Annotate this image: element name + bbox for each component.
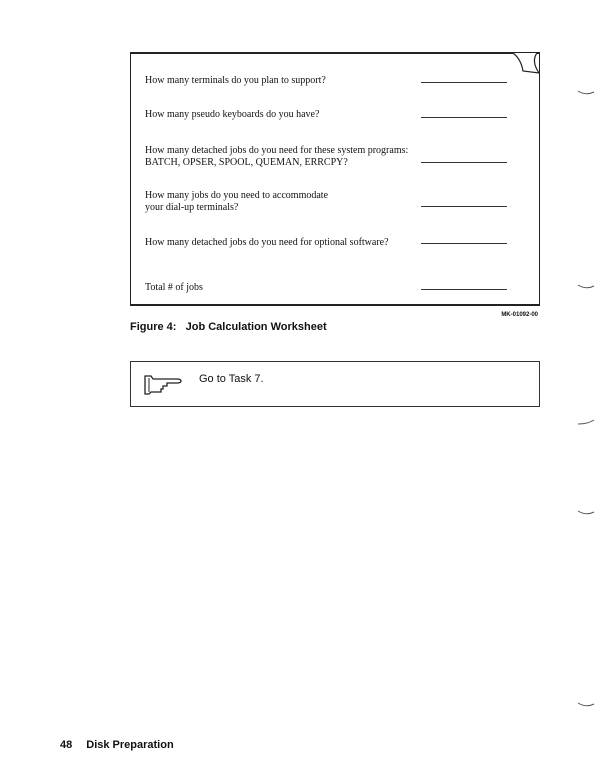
binding-mark <box>576 700 596 710</box>
binding-mark <box>576 88 596 98</box>
question-line: How many jobs do you need to accommodate <box>145 190 329 201</box>
binding-mark <box>576 282 596 292</box>
total-jobs-label: Total # of jobs <box>145 282 203 293</box>
answer-blank-dial-up[interactable] <box>421 206 507 207</box>
answer-blank-terminals[interactable] <box>421 82 507 83</box>
page-footer <box>60 739 188 751</box>
pointing-hand-icon <box>143 372 187 396</box>
binding-mark <box>576 418 596 428</box>
answer-blank-optional-software[interactable] <box>421 243 507 244</box>
note-box <box>130 361 540 407</box>
question-terminals: How many terminals do you plan to support? <box>145 75 326 86</box>
answer-blank-pseudo-keyboards[interactable] <box>421 117 507 118</box>
question-line: How many detached jobs do you need for these system programs: <box>145 145 409 156</box>
page-number: 48 <box>60 739 73 751</box>
question-system-programs <box>145 145 408 169</box>
question-dial-up <box>145 190 328 214</box>
page-curl-icon <box>511 51 541 75</box>
figure-caption: Figure 4: Job Calculation Worksheet <box>130 321 327 333</box>
answer-blank-system-programs[interactable] <box>421 162 507 163</box>
figure-id: MK-01092-00 <box>501 312 538 318</box>
question-line: your dial-up terminals? <box>145 202 239 213</box>
job-calculation-worksheet <box>130 52 540 306</box>
binding-mark <box>576 508 596 518</box>
section-title: Disk Preparation <box>86 739 174 751</box>
question-optional-software: How many detached jobs do you need for optional software? <box>145 237 389 248</box>
answer-blank-total[interactable] <box>421 289 507 290</box>
question-pseudo-keyboards: How many pseudo keyboards do you have? <box>145 109 320 120</box>
note-text: Go to Task 7. <box>199 373 264 385</box>
question-line: BATCH, OPSER, SPOOL, QUEMAN, ERRCPY? <box>145 157 348 168</box>
